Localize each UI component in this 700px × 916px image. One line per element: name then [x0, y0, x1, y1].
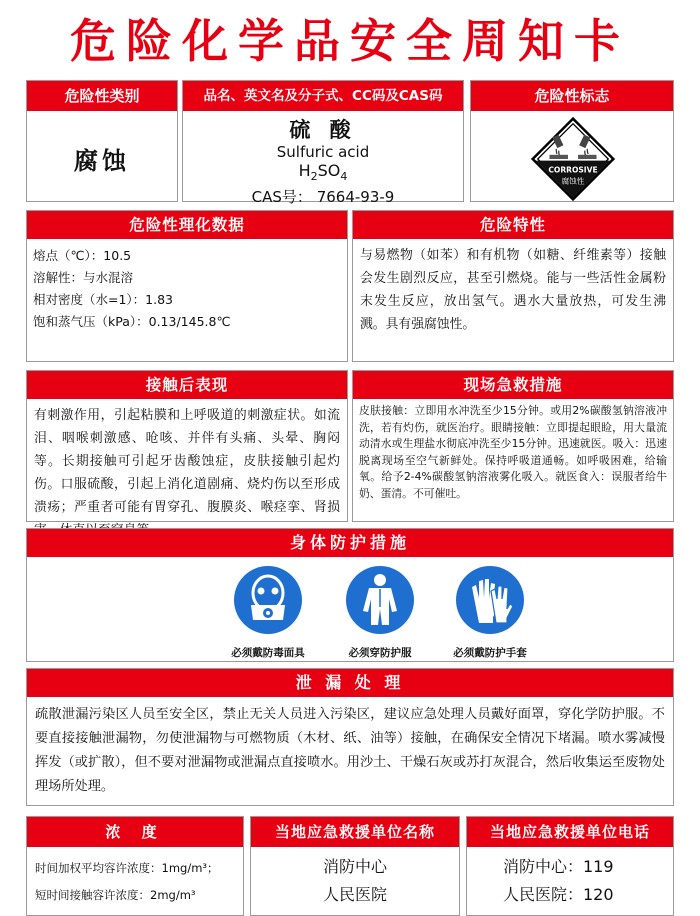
ppe-gloves-label: 必须戴防护手套: [453, 647, 527, 659]
concentration-panel: [26, 816, 244, 916]
corrosive-label-en: CORROSIVE: [548, 165, 598, 175]
hazard-props-header: 危险特性: [353, 211, 673, 239]
protective-suit-icon: [345, 565, 415, 635]
exposure-header: 接触后表现: [27, 371, 347, 399]
hazard-sign-panel: [470, 80, 674, 202]
solubility: 溶解性：与水混溶: [33, 270, 134, 285]
rescue-phones-header: 当地应急救援单位电话: [467, 817, 673, 847]
rescue-phone-hospital: 人民医院：120: [503, 885, 614, 904]
first-aid-text: 皮肤接触：立即用水冲洗至少15分钟。或用2%碳酸氢钠溶液冲洗，若有灼伤，就医治疗。眼睛接触：立即提起眼睑，用大量流动清水或生理盐水彻底冲洗至少15分钟。迅速就医。吸入：迅速脱离现场至空气新鲜处。保持呼吸道通畅。如呼吸困难，给输氧。给予2-4%碳酸氢钠溶液雾化吸入。就医食入：误服者给牛奶、蛋清。不可催吐。: [359, 404, 667, 500]
hazard-class-value: 腐蚀: [74, 147, 130, 175]
first-aid-header: 现场急救措施: [353, 371, 673, 399]
relative-density: 相对密度（水=1）：1.83: [33, 292, 174, 307]
protective-gloves-icon: [455, 565, 525, 635]
exposure-panel: [26, 370, 348, 522]
leak-header: 泄 漏 处 理: [27, 669, 673, 697]
hazard-class-panel: [26, 80, 178, 202]
twa-concentration: 时间加权平均容许浓度：1mg/m³；: [35, 861, 219, 875]
exposure-text: 有刺激作用，引起粘膜和上呼吸道的刺激症状。如流泪、咽喉刺激感、呛咳、并伴有头痛、头晕、胸闷等。长期接触可引起牙齿酸蚀症，皮肤接触引起灼伤。口服硫酸，引起上消化道剧痛、烧灼伤以至形成溃疡；严重者可能有胃穿孔、腹膜炎、喉痉挛、肾损: [34, 408, 340, 515]
leak-text: 疏散泄漏污染区人员至安全区，禁止无关人员进入污染区，建议应急处理人员戴好面罩，穿化学防护服。不要直接接触泄漏物，勿使泄漏物与可燃物质（木材、纸、油等）接触，在确保安全情况下堵漏。喷水雾减慢挥发（或扩散），但不要对泄漏物或泄漏点直接喷水。用沙土、干燥石灰或苏打灰混合，然后收集运至废物处理场所处理。: [35, 707, 665, 794]
hazard-props-text: 与易燃物（如苯）和有机物（如糖、纤维素等）接触会发生剧烈反应，甚至引燃烧。能与一些活性金属粉末发生反应，放出氢气。遇水大量放热，可发生沸溅。具有强腐蚀性。: [360, 248, 666, 332]
ppe-gloves: [425, 565, 555, 660]
card-title: 危险化学品安全周知卡: [70, 14, 630, 68]
ppe-gas-mask-label: 必须戴防毒面具: [231, 647, 305, 659]
hazard-props-panel: [352, 210, 674, 362]
identity-header: 品名、英文名及分子式、CC码及CAS码: [183, 81, 463, 111]
rescue-phones-panel: [466, 816, 674, 916]
identity-panel: [182, 80, 464, 207]
corrosive-sign-icon: [531, 117, 615, 201]
cas-number: CAS号： 7664-93-9: [251, 188, 395, 207]
physchem-header: 危险性理化数据: [27, 211, 347, 239]
first-aid-panel: [352, 370, 674, 522]
chemical-name-en: Sulfuric acid: [276, 143, 370, 161]
gas-mask-icon: [233, 565, 303, 635]
rescue-phone-fire: 消防中心：119: [503, 857, 614, 876]
rescue-unit-fire: 消防中心: [322, 857, 387, 876]
ppe-suit-label: 必须穿防护服: [348, 647, 412, 659]
physchem-panel: [26, 210, 348, 362]
vapor-pressure: 饱和蒸气压（kPa）：0.13/145.8℃: [33, 314, 231, 329]
protection-header: 身体防护措施: [27, 529, 673, 557]
rescue-units-panel: [250, 816, 460, 916]
ppe-gas-mask: [203, 565, 333, 660]
stel-concentration: 短时间接触容许浓度：2mg/m³: [35, 888, 196, 902]
concentration-header: 浓 度: [27, 817, 243, 847]
hazard-sign-header: 危险性标志: [471, 81, 673, 111]
chemical-name-cn: 硫 酸: [289, 118, 357, 142]
melting-point: 熔点（℃）：10.5: [33, 248, 132, 263]
corrosive-label-cn: 腐蚀性: [561, 176, 585, 186]
hazard-class-header: 危险性类别: [27, 81, 177, 111]
molecular-formula: $H_2SO_4$: [298, 161, 348, 184]
protection-panel: [26, 528, 674, 662]
rescue-unit-hospital: 人民医院: [322, 885, 387, 904]
rescue-units-header: 当地应急救援单位名称: [251, 817, 459, 847]
leak-panel: [26, 668, 674, 806]
